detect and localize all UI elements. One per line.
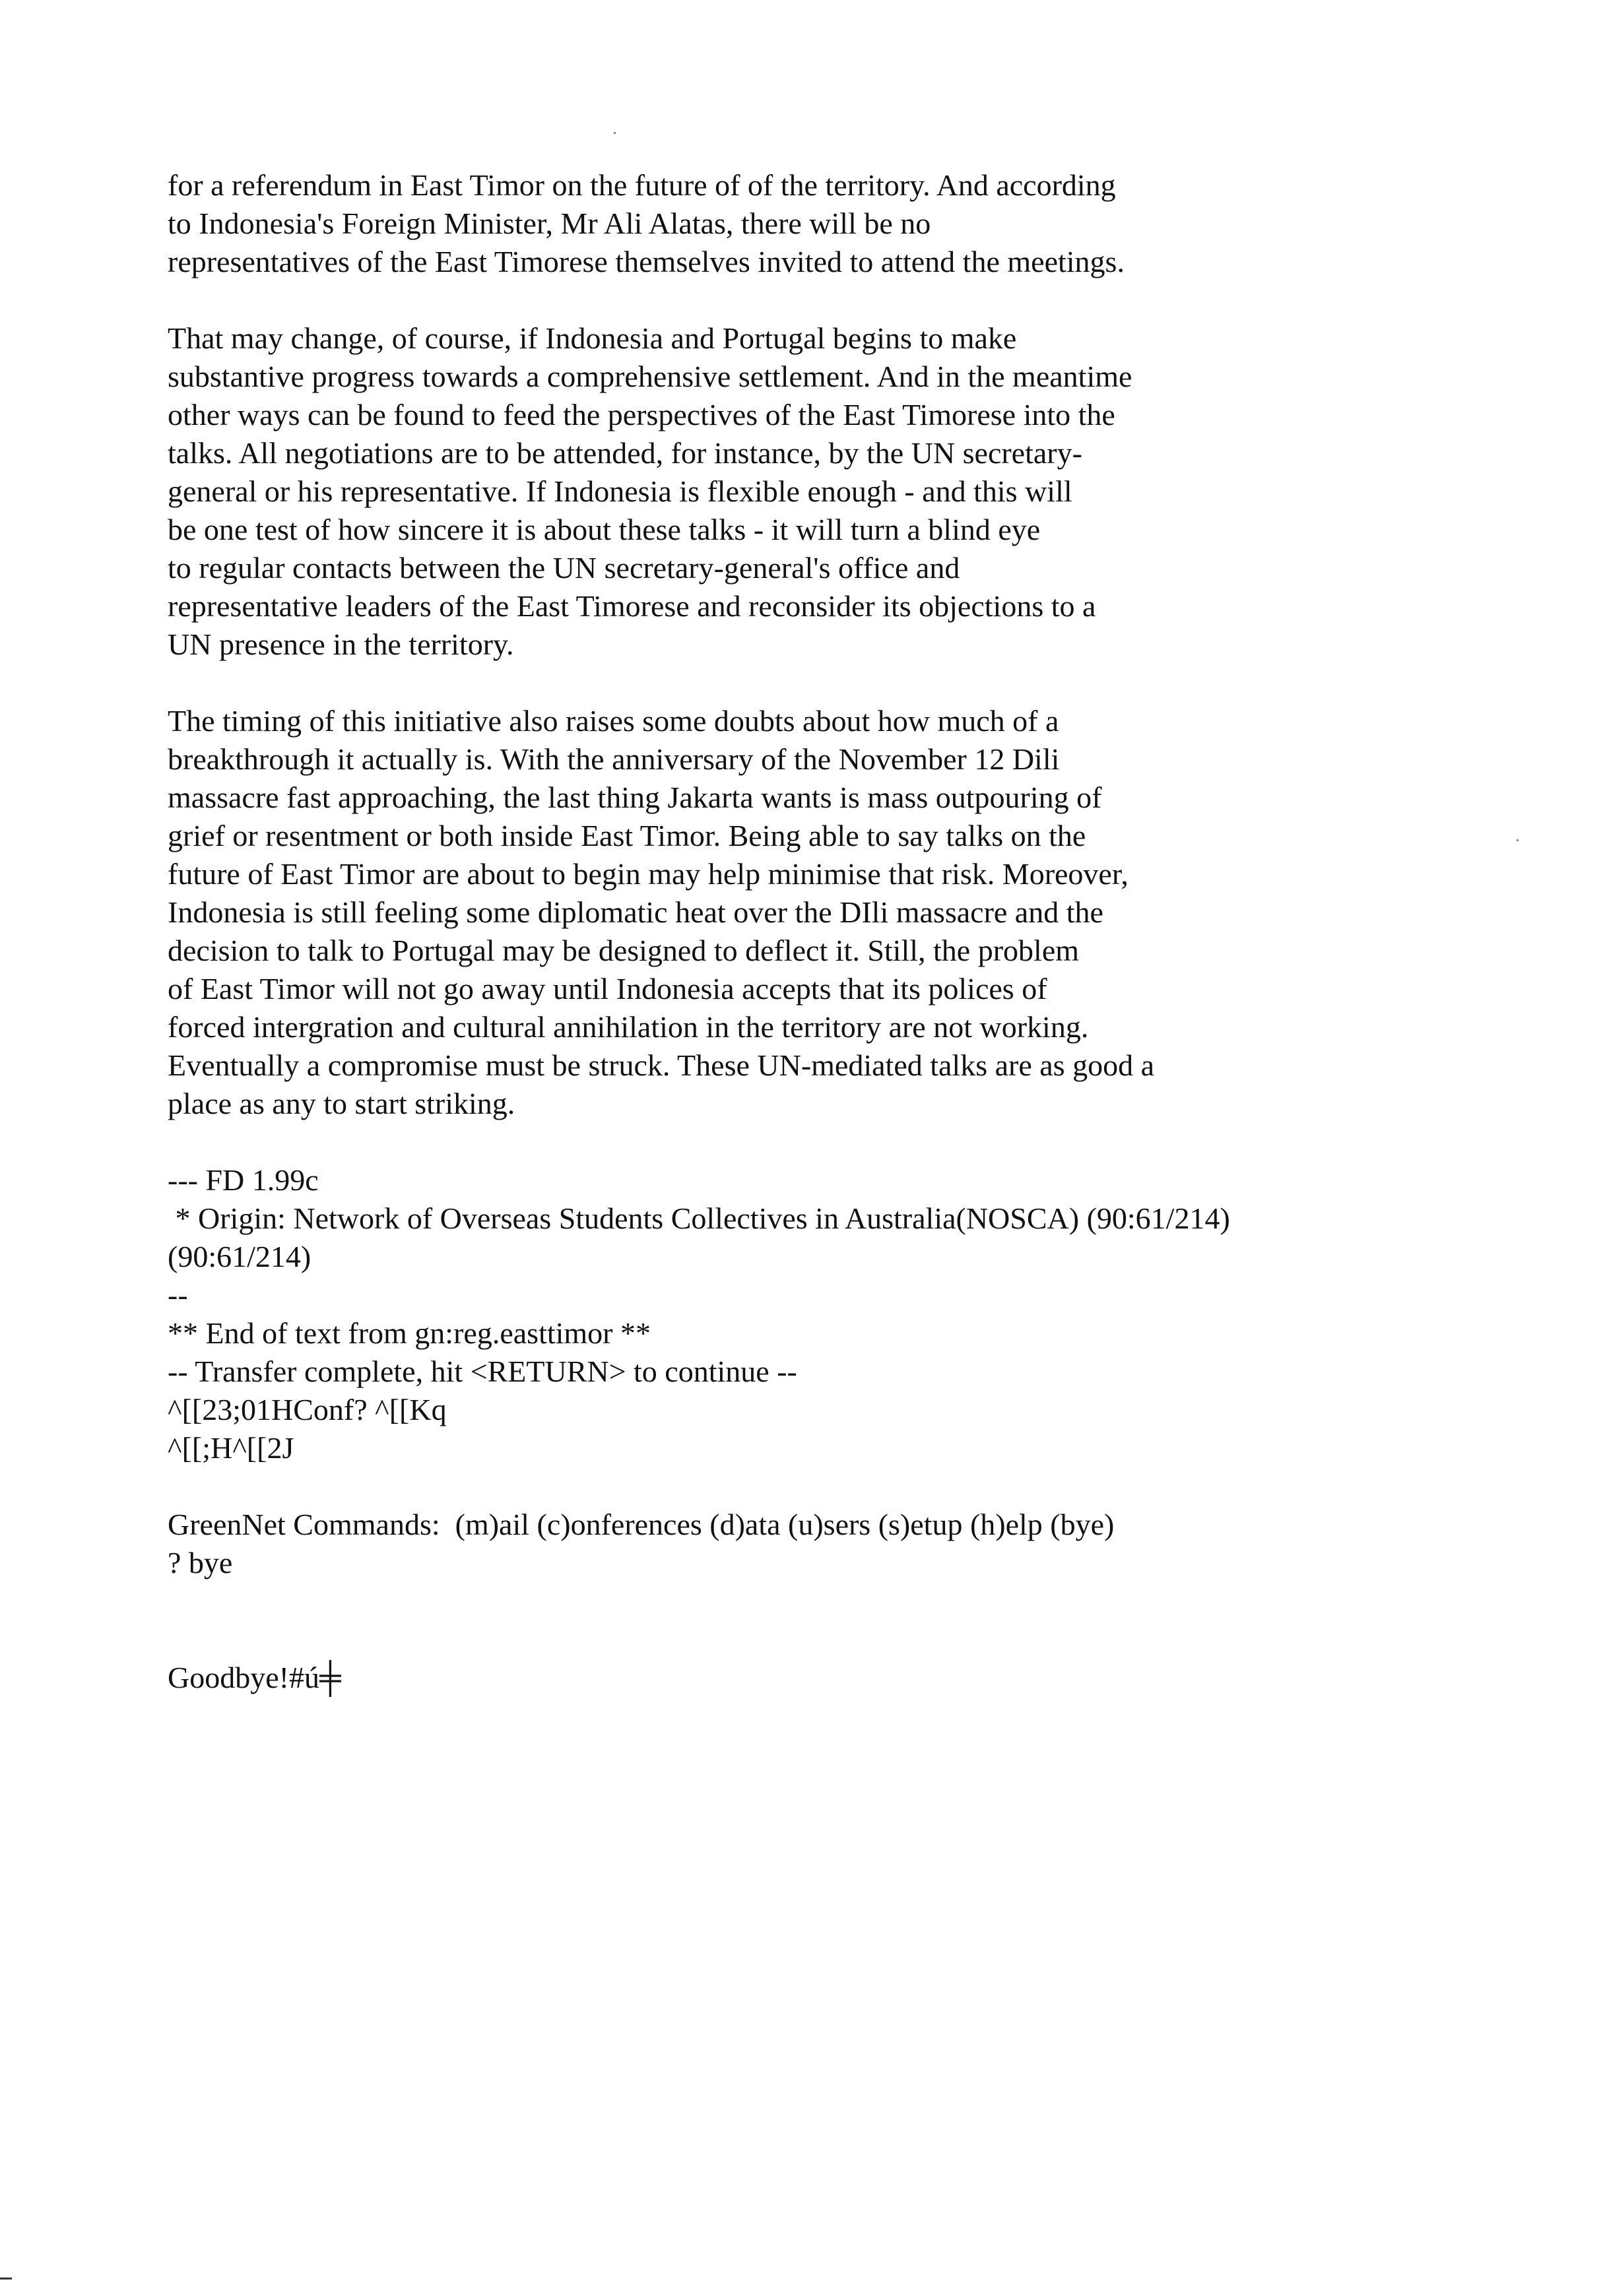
- paragraph-3-line: place as any to start striking.: [168, 1087, 515, 1120]
- origin-line: * Origin: Network of Overseas Students Collectives in Australia(NOSCA) (90:61/214): [168, 1201, 1230, 1235]
- paragraph-3: [168, 702, 1422, 1123]
- paragraph-2-line: be one test of how sincere it is about these talks - it will turn a blind eye: [168, 513, 1041, 546]
- paragraph-3-line: The timing of this initiative also raises some doubts about how much of a: [168, 704, 1059, 738]
- paragraph-3-line: decision to talk to Portugal may be designed to deflect it. Still, the problem: [168, 934, 1080, 967]
- goodbye-block: [168, 1659, 1422, 1697]
- document-body: [168, 166, 1422, 1697]
- scan-edge-mark: [0, 2278, 12, 2280]
- tearline: --- FD 1.99c: [168, 1163, 319, 1197]
- paragraph-1-line: to Indonesia's Foreign Minister, Mr Ali Alatas, there will be no: [168, 207, 931, 240]
- paragraph-3-line: future of East Timor are about to begin may help minimise that risk. Moreover,: [168, 857, 1129, 891]
- scan-speck: [614, 132, 616, 134]
- paragraph-2-line: to regular contacts between the UN secretary-general's office and: [168, 551, 960, 585]
- paragraph-3-line: grief or resentment or both inside East Timor. Being able to say talks on the: [168, 819, 1086, 852]
- paragraph-3-line: breakthrough it actually is. With the anniversary of the November 12 Dili: [168, 742, 1060, 776]
- paragraph-2-line: talks. All negotiations are to be attended, for instance, by the UN secretary-: [168, 436, 1082, 470]
- terminal-output: [168, 1314, 1422, 1467]
- user-prompt-line: ? bye: [168, 1546, 233, 1579]
- escape-sequence-line: ^[[23;01HConf? ^[[Kq: [168, 1393, 447, 1426]
- origin-address: (90:61/214): [168, 1240, 311, 1273]
- paragraph-3-line: Indonesia is still feeling some diplomatic heat over the DIli massacre and the: [168, 895, 1103, 929]
- paragraph-2: [168, 319, 1422, 664]
- scan-speck: [1517, 839, 1519, 841]
- paragraph-3-line: Eventually a compromise must be struck. These UN-mediated talks are as good a: [168, 1048, 1154, 1082]
- paragraph-1-line: representatives of the East Timorese themselves invited to attend the meetings.: [168, 245, 1125, 278]
- paragraph-1-line: for a referendum in East Timor on the future of of the territory. And according: [168, 168, 1116, 202]
- spacer: [168, 1582, 1422, 1659]
- message-footer: [168, 1161, 1422, 1314]
- separator: --: [168, 1278, 188, 1312]
- greennet-commands-line: GreenNet Commands: (m)ail (c)onferences (d)ata (u)sers (s)etup (h)elp (bye): [168, 1508, 1115, 1541]
- paragraph-2-line: other ways can be found to feed the perspectives of the East Timorese into the: [168, 398, 1115, 431]
- paragraph-3-line: forced intergration and cultural annihilation in the territory are not working.: [168, 1010, 1089, 1044]
- end-of-text-line: ** End of text from gn:reg.easttimor **: [168, 1316, 651, 1350]
- paragraph-3-line: massacre fast approaching, the last thing Jakarta wants is mass outpouring of: [168, 781, 1102, 814]
- paragraph-2-line: That may change, of course, if Indonesia and Portugal begins to make: [168, 321, 1017, 355]
- transfer-complete-line: -- Transfer complete, hit <RETURN> to continue --: [168, 1355, 797, 1388]
- paragraph-2-line: representative leaders of the East Timorese and reconsider its objections to a: [168, 589, 1096, 623]
- goodbye-line: Goodbye!#ú╪: [168, 1661, 341, 1694]
- paragraph-2-line: general or his representative. If Indonesia is flexible enough - and this will: [168, 474, 1072, 508]
- paragraph-2-line: substantive progress towards a comprehensive settlement. And in the meantime: [168, 360, 1132, 393]
- command-menu: [168, 1506, 1422, 1582]
- escape-sequence-line: ^[[;H^[[2J: [168, 1431, 294, 1465]
- paragraph-1: [168, 166, 1422, 281]
- paragraph-2-line: UN presence in the territory.: [168, 627, 514, 661]
- paragraph-3-line: of East Timor will not go away until Indonesia accepts that its polices of: [168, 972, 1047, 1005]
